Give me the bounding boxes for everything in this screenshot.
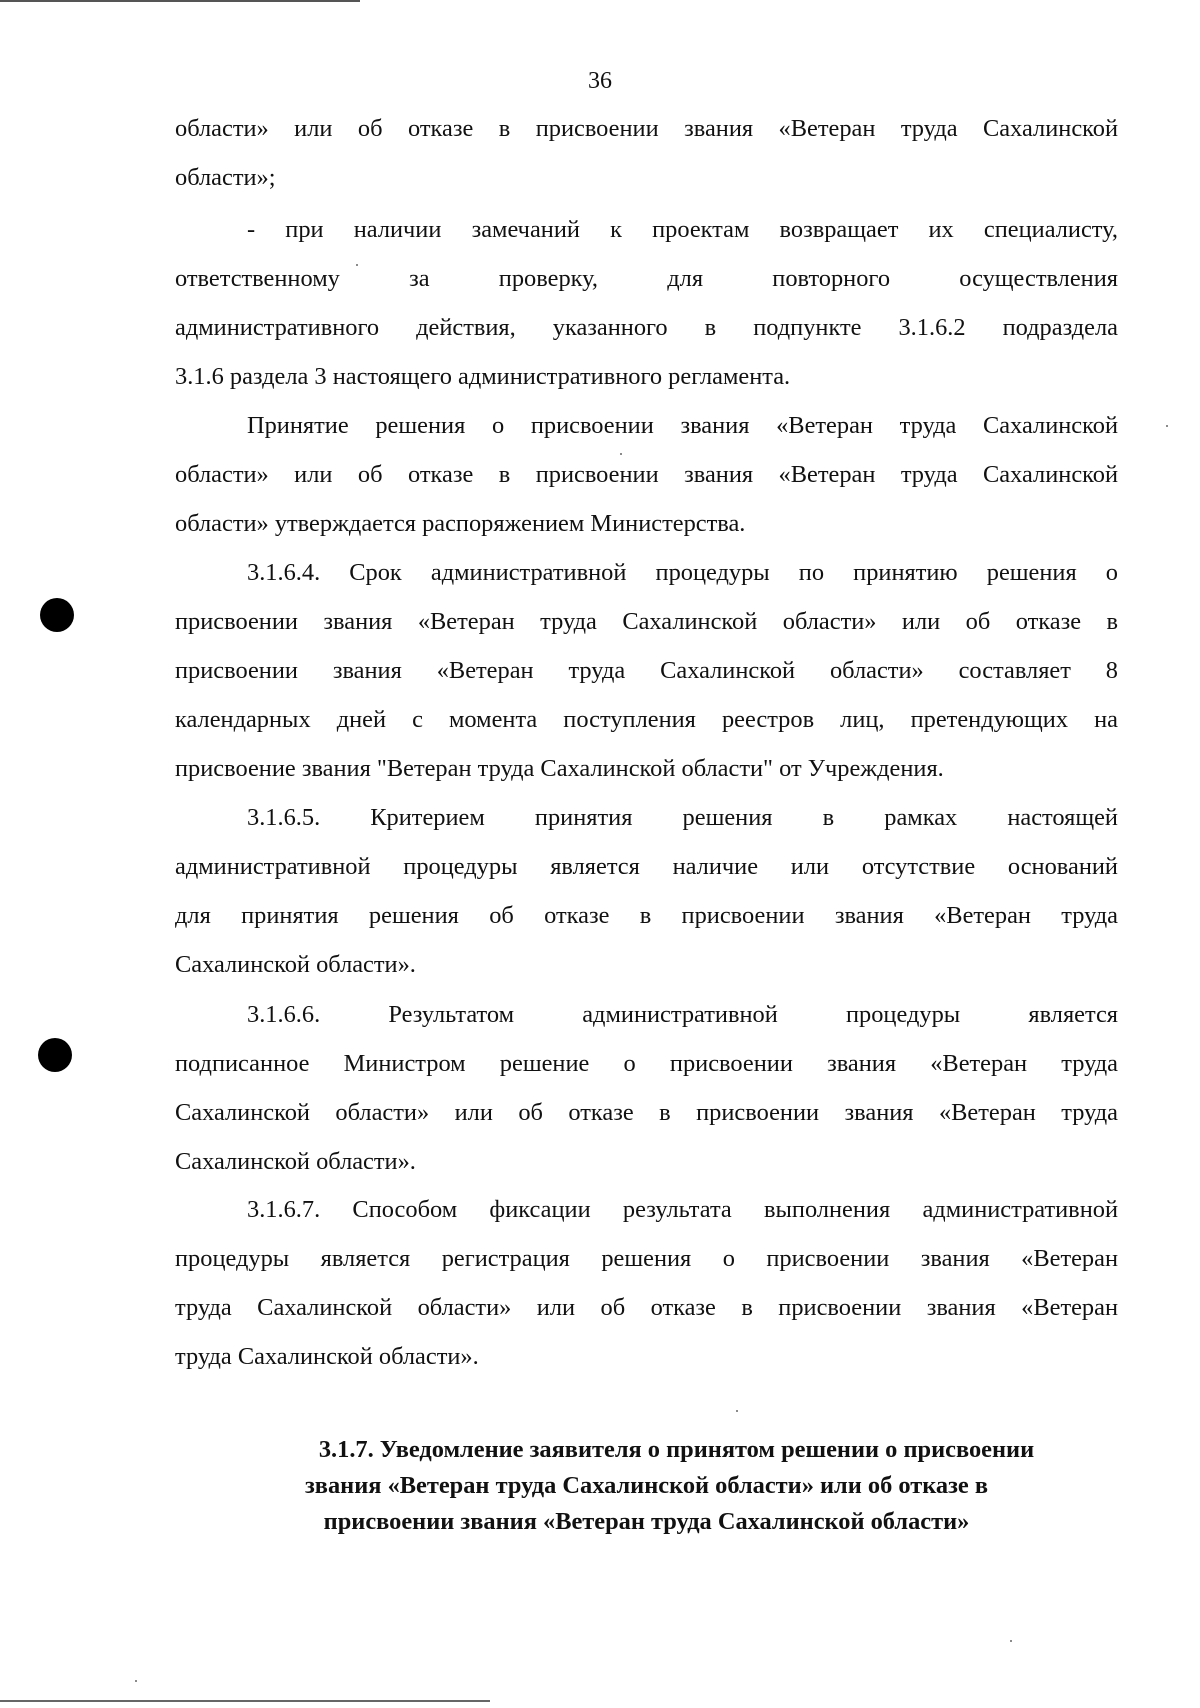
text-line: 3.1.6 раздела 3 настоящего административного регламента. xyxy=(175,363,791,390)
text-line: Принятие решения о присвоении звания «Ветеран труда Сахалинской xyxy=(247,412,1118,439)
page-number: 36 xyxy=(588,68,612,94)
text-line: области»; xyxy=(175,164,276,191)
text-line: Сахалинской области». xyxy=(175,1148,416,1175)
text-line: области» утверждается распоряжением Министерства. xyxy=(175,510,746,537)
scan-edge-line-bottom xyxy=(0,1700,490,1702)
text-line: 3.1.6.7. Способом фиксации результата выполнения административной xyxy=(247,1196,1118,1223)
paragraph xyxy=(175,205,1118,401)
scan-speck xyxy=(1166,425,1168,427)
punch-hole-mark xyxy=(38,1038,72,1072)
paragraph xyxy=(175,1185,1118,1381)
text-line: области» или об отказе в присвоении звания «Ветеран труда Сахалинской xyxy=(175,115,1118,142)
text-line: области» или об отказе в присвоении звания «Ветеран труда Сахалинской xyxy=(175,461,1118,488)
scan-speck xyxy=(736,1410,738,1412)
paragraph xyxy=(175,401,1118,548)
paragraph xyxy=(175,104,1118,202)
text-line: ответственному за проверку, для повторного осуществления xyxy=(175,265,1118,292)
scan-speck xyxy=(1010,1640,1012,1642)
text-line: Сахалинской области». xyxy=(175,951,416,978)
text-line: - при наличии замечаний к проектам возвращает их специалисту, xyxy=(247,216,1118,243)
paragraph xyxy=(175,793,1118,989)
text-line: присвоении звания «Ветеран труда Сахалинской области» составляет 8 xyxy=(175,657,1118,684)
text-line: 3.1.6.4. Срок административной процедуры по принятию решения о xyxy=(247,559,1118,586)
text-line: труда Сахалинской области». xyxy=(175,1343,479,1370)
text-line: труда Сахалинской области» или об отказе в присвоении звания «Ветеран xyxy=(175,1294,1118,1321)
scan-edge-line-top xyxy=(0,0,360,2)
text-line: процедуры является регистрация решения о присвоении звания «Ветеран xyxy=(175,1245,1118,1272)
text-line: присвоение звания "Ветеран труда Сахалинской области" от Учреждения. xyxy=(175,755,944,782)
section-heading xyxy=(175,1432,1118,1540)
heading-line: 3.1.7. Уведомление заявителя о принятом решении о присвоении xyxy=(318,1436,1035,1463)
text-line: 3.1.6.5. Критерием принятия решения в рамках настоящей xyxy=(247,804,1118,831)
text-line: подписанное Министром решение о присвоении звания «Ветеран труда xyxy=(175,1050,1118,1077)
paragraph xyxy=(175,548,1118,793)
text-line: Сахалинской области» или об отказе в присвоении звания «Ветеран труда xyxy=(175,1099,1118,1126)
paragraph xyxy=(175,990,1118,1186)
text-line: 3.1.6.6. Результатом административной процедуры является xyxy=(247,1001,1118,1028)
text-line: присвоении звания «Ветеран труда Сахалинской области» или об отказе в xyxy=(175,608,1118,635)
scan-speck xyxy=(135,1680,137,1682)
heading-line: присвоении звания «Ветеран труда Сахалинской области» xyxy=(323,1508,970,1535)
punch-hole-mark xyxy=(40,598,74,632)
text-line: для принятия решения об отказе в присвоении звания «Ветеран труда xyxy=(175,902,1118,929)
heading-line: звания «Ветеран труда Сахалинской области» или об отказе в xyxy=(305,1472,988,1499)
text-line: календарных дней с момента поступления реестров лиц, претендующих на xyxy=(175,706,1118,733)
text-line: административной процедуры является наличие или отсутствие оснований xyxy=(175,853,1118,880)
text-line: административного действия, указанного в подпункте 3.1.6.2 подраздела xyxy=(175,314,1118,341)
